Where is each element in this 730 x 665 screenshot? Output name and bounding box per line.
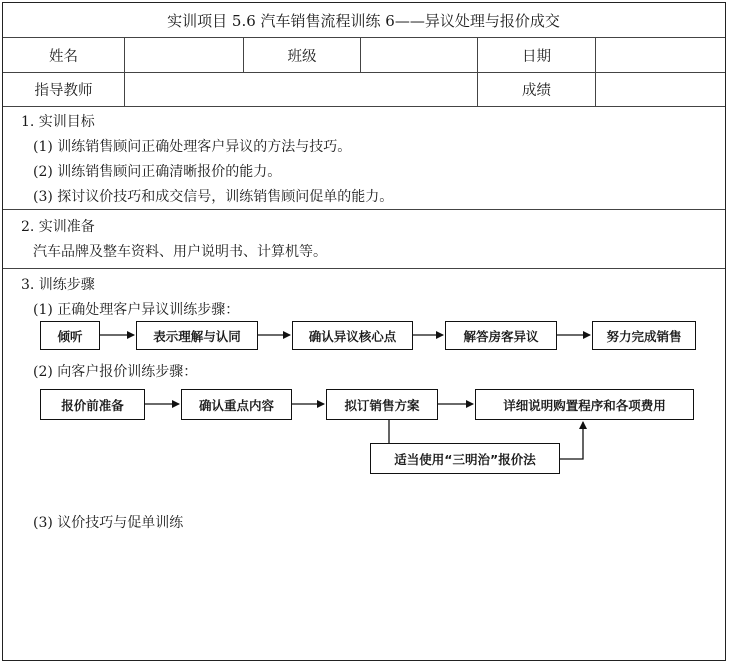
date-label: 日期 bbox=[522, 48, 551, 65]
flow1-step-confirm-core: 确认异议核心点 bbox=[292, 321, 413, 350]
flow1-step-empathize: 表示理解与认同 bbox=[136, 321, 258, 350]
flow1-step-listen: 倾听 bbox=[40, 321, 100, 350]
section1-heading: 1. 实训目标 bbox=[21, 114, 95, 130]
section2-content: 汽车品牌及整车资料、用户说明书、计算机等。 bbox=[33, 244, 327, 260]
flow2-branch-arrow bbox=[560, 422, 583, 459]
score-label: 成绩 bbox=[522, 83, 551, 99]
training-sheet bbox=[2, 2, 726, 661]
page-title: 实训项目 5.6 汽车销售流程训练 6——异议处理与报价成交 bbox=[167, 11, 560, 30]
flow2-caption: (2) 向客户报价训练步骤： bbox=[33, 364, 198, 380]
teacher-label: 指导教师 bbox=[34, 83, 93, 99]
flow1-caption: (1) 正确处理客户异议训练步骤： bbox=[33, 302, 240, 318]
flow2-step-prepare: 报价前准备 bbox=[40, 389, 145, 420]
class-label: 班级 bbox=[287, 48, 317, 65]
flow2-step-explain-costs: 详细说明购置程序和各项费用 bbox=[475, 389, 694, 420]
section3-sub3: (3) 议价技巧与促单训练 bbox=[33, 515, 184, 531]
flow2-branch-sandwich: 适当使用“三明治”报价法 bbox=[370, 443, 560, 474]
flow1-step-answer-objection: 解答房客异议 bbox=[445, 321, 557, 350]
section2-heading: 2. 实训准备 bbox=[21, 219, 95, 235]
section1-item: (2) 训练销售顾问正确清晰报价的能力。 bbox=[33, 164, 282, 180]
flow2-step-confirm-key: 确认重点内容 bbox=[181, 389, 292, 420]
section3-heading: 3. 训练步骤 bbox=[21, 277, 95, 293]
section1-item: (3) 探讨议价技巧和成交信号，训练销售顾问促单的能力。 bbox=[33, 189, 394, 205]
flow2-step-draft-plan: 拟订销售方案 bbox=[326, 389, 438, 420]
name-label: 姓名 bbox=[49, 48, 78, 65]
flow1-step-close-sale: 努力完成销售 bbox=[592, 321, 696, 350]
section1-item: (1) 训练销售顾问正确处理客户异议的方法与技巧。 bbox=[33, 139, 352, 155]
flow-arrows bbox=[3, 3, 724, 659]
